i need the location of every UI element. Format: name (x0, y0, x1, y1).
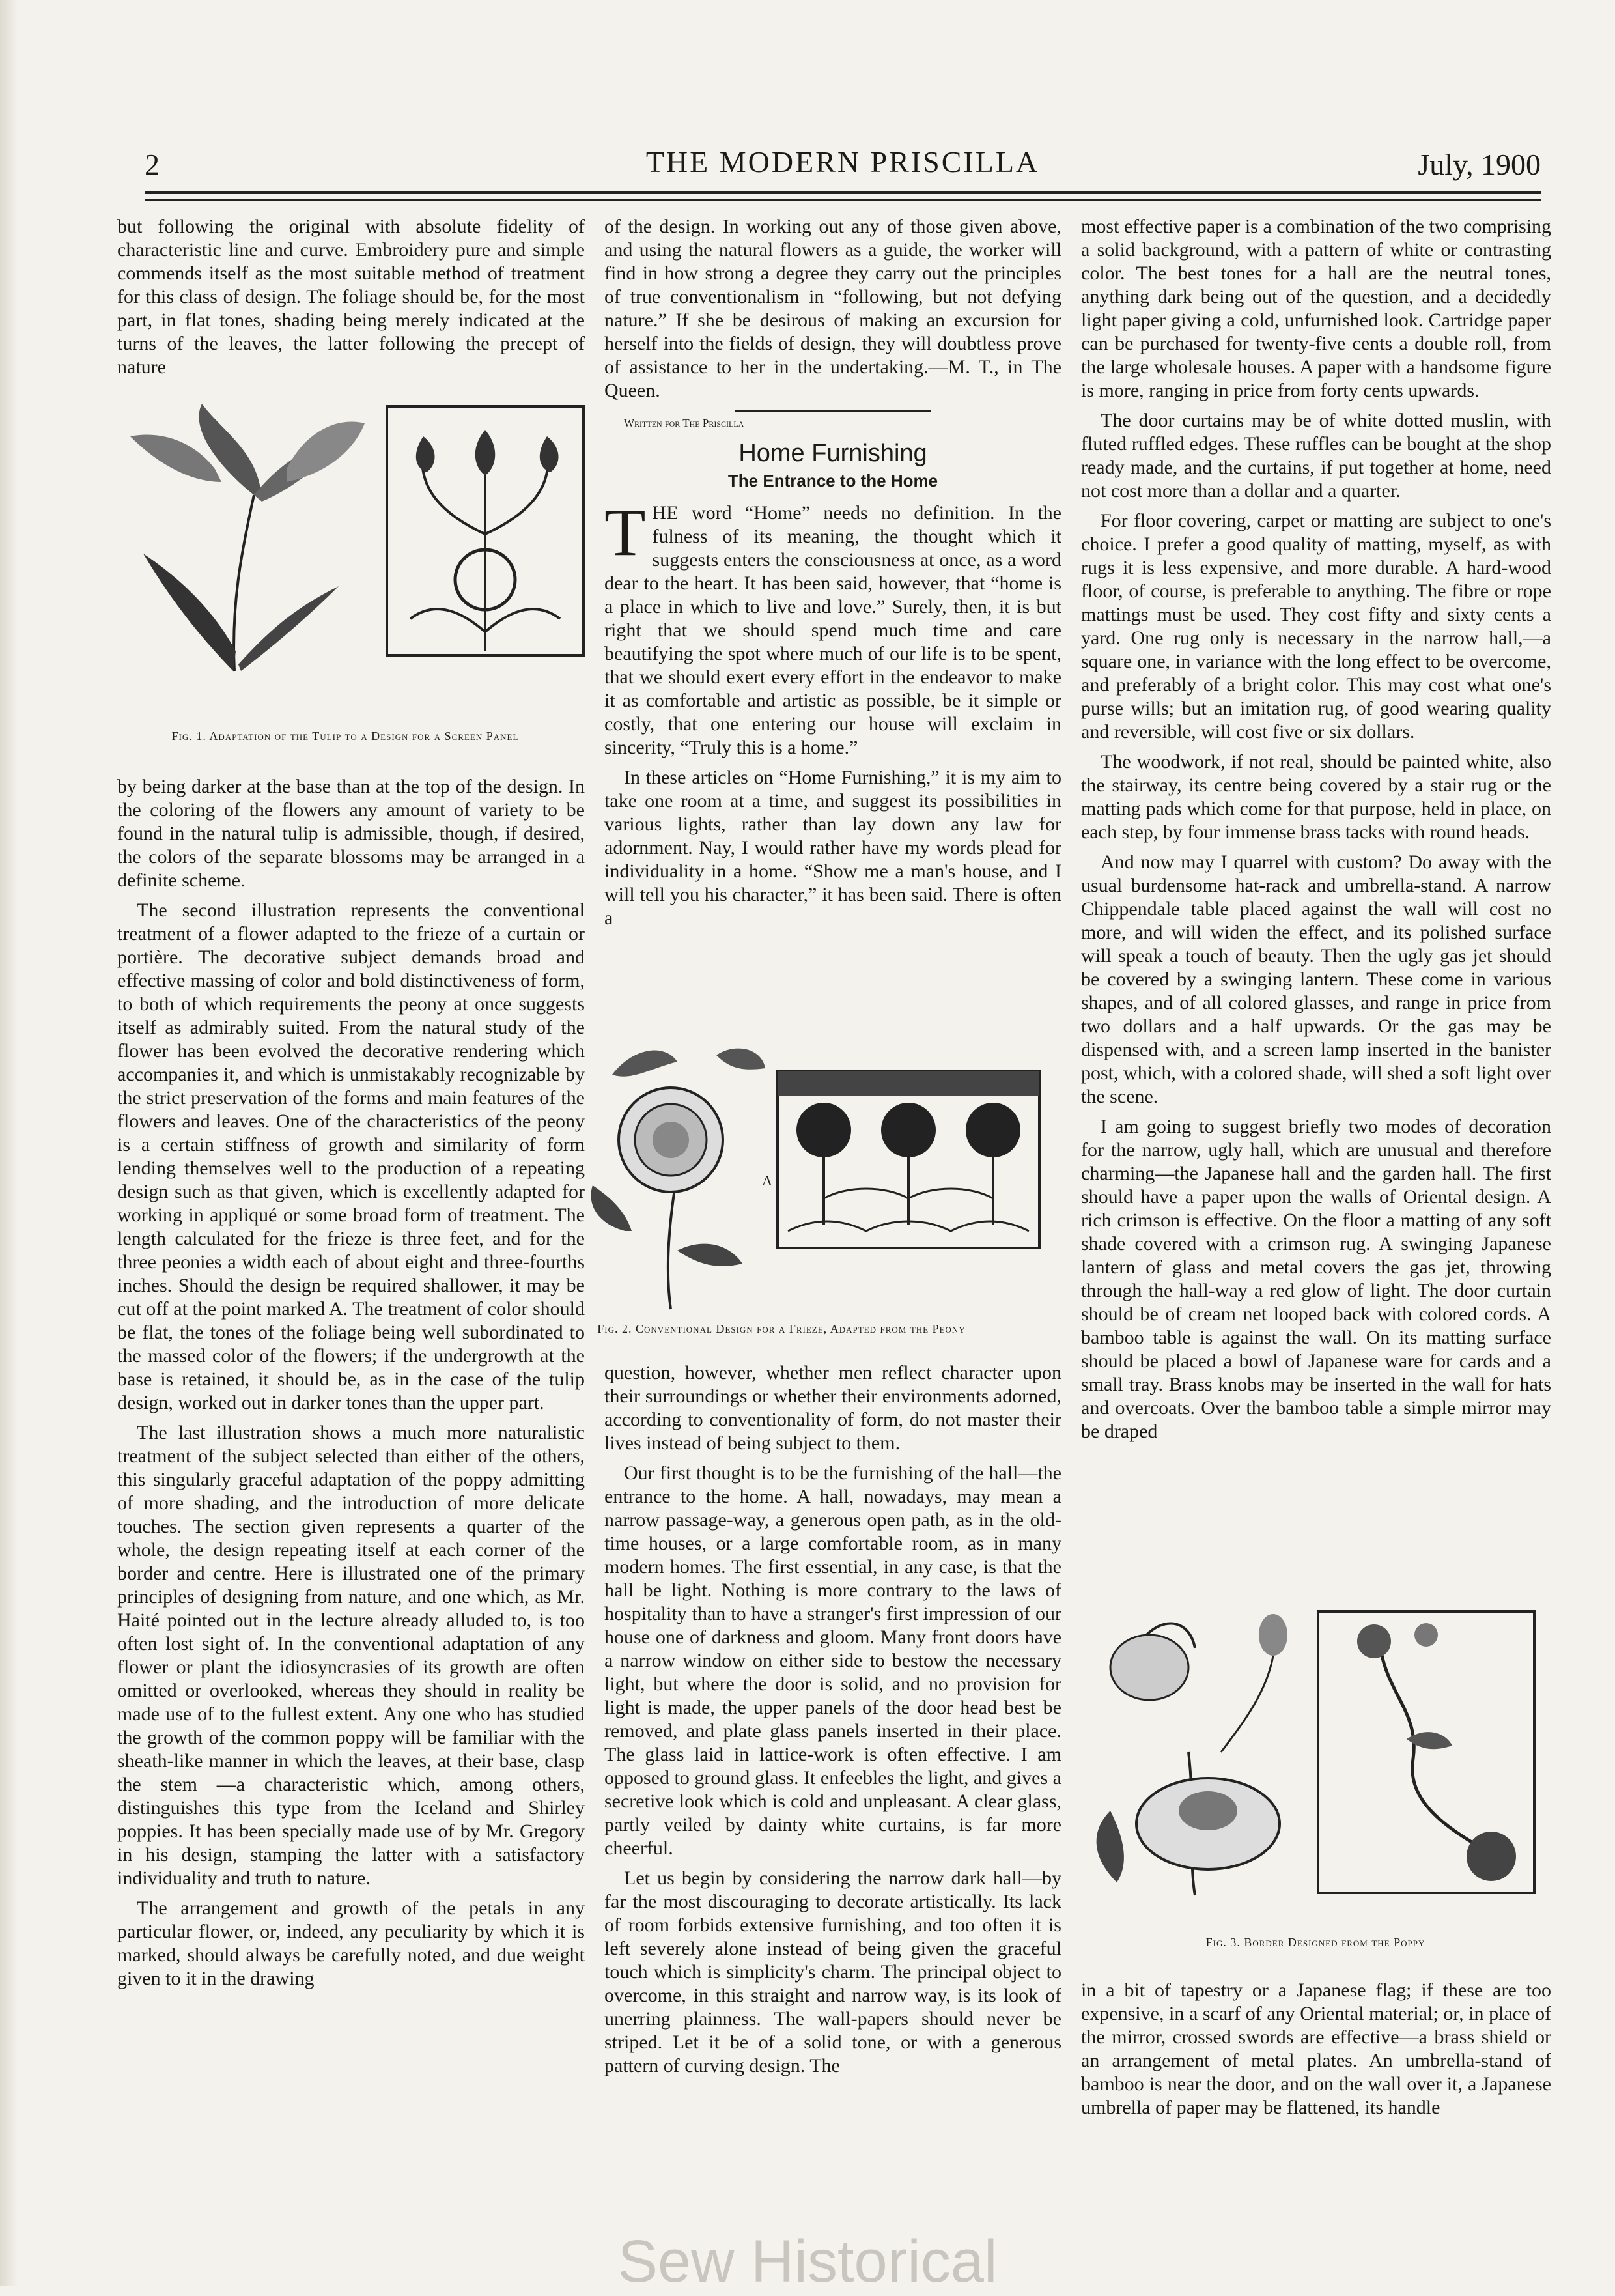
col3-paragraph-4: The woodwork, if not real, should be painted white, also the stairway, its centre being covered by a stair rug or the matting pads which come for that purpose, held in place, on each step, by four immense brass tacks with round heads. (1081, 751, 1551, 843)
issue-date: July, 1900 (1418, 148, 1541, 181)
article-subtitle: The Entrance to the Home (727, 471, 938, 490)
col3-paragraph-3: For floor covering, carpet or matting are subject to one's choice. I prefer a good quality of matting, myself, as with rugs it is less expensive, and more durable. A hard-wood floor, of course, is preferable to anything. The fibre or rope mattings must be used. They cost fifty and sixty cents a yard. One rug only is necessary in the narrow hall,—a square one, in variance with the long effect to be overcome, and preferably of a bright color. This may cost what one's purse wills; but an imitation rug, of good wearing quality and reversible, will cost five or six dollars. (1081, 510, 1551, 743)
col2-paragraph-2-text: HE word “Home” needs no definition. In the fulness of its meaning, the thought which it suggests enters the consciousness at once, as a word dear to the heart. It has been said, however, that “home is a place in which to live and love.” Surely, then, it is but right that we should spend much time and care beautifying the spot where much of our life is to be spent, that we should exert every effort in the endeavor to make it as comfortable and artistic as possible, be it simple or costly, that one entering our house will exclaim in sincerity, “Truly this is a home.” (604, 502, 1061, 758)
column-3-top (1081, 215, 1551, 1450)
column-2-top (604, 215, 1061, 937)
article-title: Home Furnishing (738, 440, 927, 467)
drop-cap: T (604, 495, 646, 570)
peony-frieze-design (775, 1068, 1042, 1251)
col3-paragraph-7: in a bit of tapestry or a Japanese flag; if these are too expensive, in a scarf of any Oriental material; or, in place of the mirror, crossed swords are effective—a brass shield or an arrangement of metal plates. An umbrella-stand of bamboo is near the door, and on the wall over it, a Japanese umbrella of paper may be flattened, its handle (1081, 1979, 1551, 2118)
col3-paragraph-2: The door curtains may be of white dotted muslin, with fluted ruffled edges. These ruffles can be bought at the shop ready made, and the curtains, if put together at home, need not cost more than a dollar and a quarter. (1081, 410, 1551, 502)
column-1-top (117, 215, 585, 386)
poppy-border-design (1315, 1609, 1537, 1895)
header-rule-thin (145, 199, 1541, 201)
column-1-bottom (117, 775, 585, 1997)
col2-paragraph-6: Let us begin by considering the narrow dark hall—by far the most discouraging to decorate artistically. Its lack of room forbids extensive furnishing, and too often it is left severely alone instead of being given the graceful touch which is simplicity's charm. The principal object to overcome, in this straight and narrow way, is its look of unerring plainness. The wall-papers should never be striped. Let it be of a solid tone, or with a generous pattern of curving design. The (604, 1867, 1061, 2076)
fig2-caption: Fig. 2. Conventional Design for a Frieze, Adapted from the Peony (597, 1322, 966, 1335)
peony-illustration (573, 1016, 768, 1316)
col1-paragraph-1: but following the original with absolute fidelity of characteristic line and curve. Embroidery pure and simple commends itself as the most suitable method of treatment for this class of design. The foliage should be, for the most part, in flat tones, shading being merely indicated at the turns of the leaves, the latter following the precept of nature (117, 216, 585, 378)
col2-paragraph-4: question, however, whether men reflect character upon their surroundings or whether their environments adorned, according to conventionality of form, do not master their lives instead of being subject to them. (604, 1362, 1061, 1454)
col3-paragraph-1: most effective paper is a combination of the two comprising a solid background, with a pattern of white or contrasting color. The best tones for a hall are the neutral tones, anything dark being out of the question, and a decidedly light paper giving a cold, unfurnished look. Cartridge paper can be purchased for twenty-five cents a double roll, from the large wholesale houses. A paper with a handsome figure is more, ranging in price from forty cents upwards. (1081, 216, 1551, 401)
column-2-bottom (604, 1361, 1061, 2084)
poppy-illustration (1078, 1596, 1312, 1902)
col1-paragraph-5: The arrangement and growth of the petals in any particular flower, or, indeed, any peculiarity by which it is marked, should always be carefully noted, and due weight given to it in the drawing (117, 1897, 585, 1989)
header-rule (145, 191, 1541, 194)
scan-edge (0, 0, 18, 2286)
col1-paragraph-4: The last illustration shows a much more naturalistic treatment of the subject selected than either of the others, this singularly graceful adaptation of the poppy admitting of more shading, and the introduction of more delicate touches. The section given represents a quarter of the whole, the design repeating itself at each corner of the border and centre. Here is illustrated one of the primary principles of designing from nature, and one which, as Mr. Haité pointed out in the lecture already alluded to, is too often lost sight of. In the conventional adaptation of any flower or plant the idiosyncrasies of its growth are often omitted or overlooked, whereas they should in reality be made use of to the fullest extent. Any one who has studied the growth of the common poppy will be familiar with the sheath-like manner in which the leaves, at their base, clasp the stem —a characteristic which, among others, distinguishes this type from the Iceland and Shirley poppies. It has been specially made use of by Mr. Gregory in his design, stamping the latter with a satisfactory individuality and truth to nature. (117, 1422, 585, 1889)
col2-paragraph-2 (604, 495, 1061, 759)
tulip-illustration (91, 391, 378, 677)
column-3-bottom (1081, 1979, 1551, 2126)
written-for-credit: Written for The Priscilla (624, 417, 744, 429)
magazine-title: THE MODERN PRISCILLA (645, 145, 1040, 178)
col2-paragraph-1: of the design. In working out any of those given above, and using the natural flowers as a guide, the worker will find in how strong a degree they carry out the principles of true conventionalism in “following, but not defying nature.” If she be desirous of making an excursion for herself into the fields of design, they will doubtless prove of assistance to her in the undertaking.—M. T., in The Queen. (604, 216, 1061, 401)
col2-paragraph-5: Our first thought is to be the furnishing of the hall—the entrance to the home. A hall, nowadays, may mean a narrow passage-way, a generous open path, as in the old-time houses, or a large comfortable room, as in many modern homes. The first essential, in any case, is that the hall be light. Nothing is more contrary to the laws of hospitality than to have a stranger's first impression of our house one of darkness and gloom. Many front doors have a narrow window on either side to bestow the necessary light, but where the door is solid, and no provision for light is made, the upper panels of the door head best be removed, and plate glass panels inserted in their place. The glass laid in lattice-work is often effective. I am opposed to ground glass. It enfeebles the light, and gives a secretive look which is cold and unpleasant. A clear glass, partly veiled by dainty white curtains, is far more cheerful. (604, 1462, 1061, 1859)
col2-paragraph-3: In these articles on “Home Furnishing,” it is my aim to take one room at a time, and suggest its possibilities in various lights, rather than lay down any law for adornment. Nay, I would rather have my words plead for individuality in a home. “Show me a man's house, and I will tell you his character,” it has been said. There is often a (604, 767, 1061, 929)
page-number: 2 (145, 148, 160, 181)
col1-paragraph-3: The second illustration represents the conventional treatment of a flower adapted to the frieze of a curtain or portière. The decorative subject demands broad and effective massing of color and bold distinctiveness of form, to both of which requirements the peony at once suggests itself as admirably suited. From the natural study of the flower has been evolved the decorative rendering which accompanies it, and which is unmistakably recognizable by the strict preservation of the forms and main features of the flowers and leaves. One of the characteristics of the peony is a certain stiffness of growth and similarity of form lending themselves well to the production of a repeating design such as that given, which is excellently adapted for working in appliqué or some broad form of treatment. The length calculated for the frieze is three feet, and for the three peonies a width each of about eight and three-fourths inches. Should the design be required shallower, it may be cut off at the point marked A. The treatment of color should be flat, the tones of the foliage being well subordinated to the massed color of the flowers; if the undergrowth at the base is retained, it should be, as in the case of the tulip design, worked out in darker tones than the upper part. (117, 900, 585, 1413)
watermark: Sew Historical (617, 2228, 998, 2295)
tulip-screen-panel (384, 404, 586, 658)
page-header (145, 142, 1541, 188)
frieze-cut-marker: A (762, 1172, 772, 1189)
fig1-caption: Fig. 1. Adaptation of the Tulip to a Design for a Screen Panel (171, 730, 519, 743)
fig3-caption: Fig. 3. Border Designed from the Poppy (1205, 1936, 1425, 1949)
col3-paragraph-5: And now may I quarrel with custom? Do away with the usual burdensome hat-rack and umbrella-stand. A narrow Chippendale table placed against the wall will cost no more, and will widen the effect, and its polished surface will speak a touch of beauty. Then the ugly gas jet should be covered by a swinging lantern. These come in various shapes, and of all colored glasses, and range in price from two dollars and a half upwards. Or the gas may be dispensed with, and a screen lamp inserted in the banister post, which, with a colored shade, will shed a soft light over the scene. (1081, 851, 1551, 1107)
col3-paragraph-6: I am going to suggest briefly two modes of decoration for the narrow, ugly hall, which are unusual and therefore charming—the Japanese hall and the garden hall. The first should have a paper upon the walls of Oriental design. A rich crimson is effective. On the floor a matting of any soft shade covered with a crimson rug. A swinging Japanese lantern of glass and metal covers the gas jet, throwing through the hall-way a red glow of light. The door curtain should be of cream net looped back with colored cords. A bamboo table is against the wall. On its matting surface should be placed a bowl of Japanese ware for cards and a small tray. Brass knobs may be inserted in the wall for hats and overcoats. Over the bamboo table a simple mirror may be draped (1081, 1116, 1551, 1442)
col1-paragraph-2: by being darker at the base than at the top of the design. In the coloring of the flowers any amount of variety to be found in the natural tulip is admissible, though, if desired, the colors of the separate blossoms may be arranged in a definite scheme. (117, 776, 585, 891)
